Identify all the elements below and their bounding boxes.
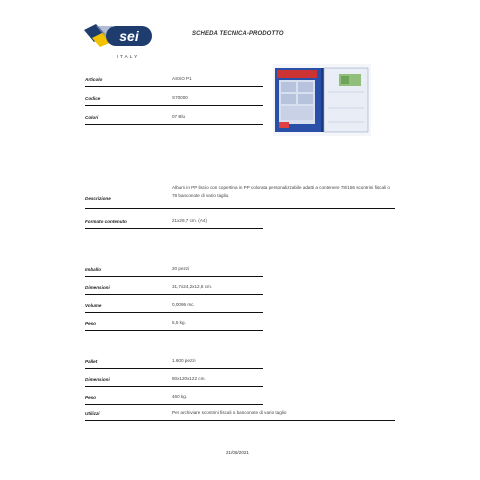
footer-date: 21/06/2021	[226, 450, 249, 455]
row-divider	[85, 368, 263, 369]
label-imballo: Imballo	[85, 267, 102, 272]
row-divider	[85, 312, 263, 313]
label-pallet: Pallet	[85, 359, 98, 364]
brand-text: sei	[119, 28, 139, 44]
value-articolo: ASSO P1	[172, 76, 192, 81]
label-utilizzi: Utilizzi	[85, 411, 100, 416]
brand-sub-text: ITALY	[116, 54, 140, 59]
row-divider	[85, 420, 395, 421]
row-divider	[85, 105, 263, 106]
row-divider	[85, 86, 263, 87]
label-dimensioni: Dimensioni	[85, 285, 110, 290]
value-colori: 07 Blu	[172, 114, 186, 119]
value-descrizione: Album in PP liscio con copertina in PP colorata personalizzabile adatti a contenere 78/156 scontrini fiscali o 78 banconote di vario taglio.	[172, 185, 390, 198]
label-colori: Colori	[85, 115, 99, 120]
value-formato: 21x29,7 cm. (A4)	[172, 218, 207, 223]
sei-logo	[82, 22, 158, 64]
value-codice: S70000	[172, 95, 188, 100]
value-volume: 0,0096 mc.	[172, 302, 195, 307]
value-peso: 5,5 kg.	[172, 320, 186, 325]
row-divider	[85, 404, 263, 405]
label-pallet-dimensioni: Dimensioni	[85, 377, 110, 382]
row-divider	[85, 276, 263, 277]
label-descrizione: Descrizione	[85, 196, 111, 201]
label-pallet-peso: Peso	[85, 395, 96, 400]
value-pallet-peso: 460 kg.	[172, 394, 188, 399]
row-divider	[85, 330, 263, 331]
value-pallet-dimensioni: 80x120x122 cm.	[172, 376, 206, 381]
row-divider	[85, 228, 263, 229]
product-album-photo	[273, 64, 371, 136]
label-formato: Formato contenuto	[85, 219, 127, 224]
value-imballo: 20 pezzi	[172, 266, 190, 271]
label-codice: Codice	[85, 96, 101, 101]
page-title: SCHEDA TECNICA-PRODOTTO	[192, 31, 284, 37]
label-articolo: Articolo	[85, 77, 103, 82]
label-volume: Volume	[85, 303, 102, 308]
label-peso: Peso	[85, 321, 96, 326]
value-dimensioni: 31,7x24,2x12,8 cm.	[172, 284, 213, 289]
value-utilizzi: Per archiviare scontrini fiscali o banconote di vario taglio	[172, 410, 287, 415]
row-divider	[85, 294, 263, 295]
row-divider	[85, 124, 263, 125]
row-divider	[85, 386, 263, 387]
row-divider	[85, 208, 395, 209]
value-pallet: 1.600 pezzi	[172, 358, 196, 363]
